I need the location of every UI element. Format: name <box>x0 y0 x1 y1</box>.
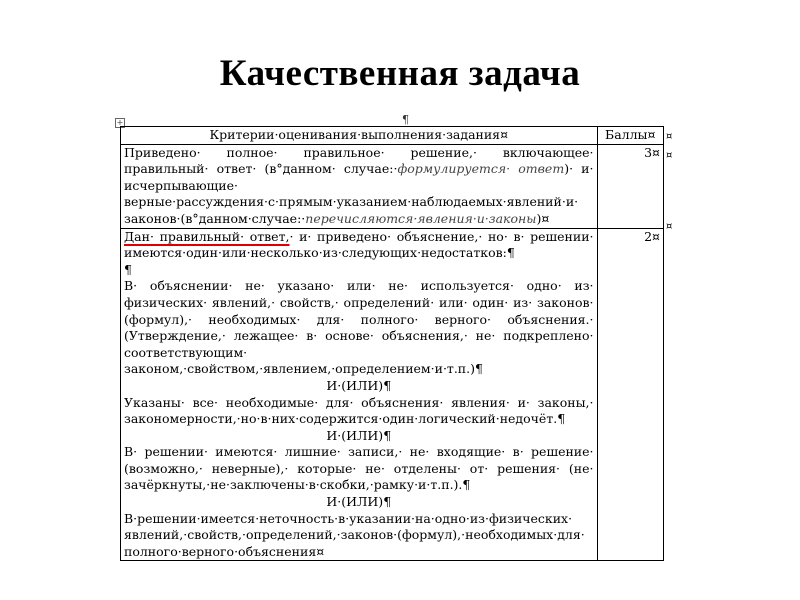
row2-item4: В·решении·имеется·неточность·в·указании·на·одно·из·физических· явлений,·свойств,·определений,·законов·(формул),·необходимых·для· полного·верного·объяснения¤ <box>124 510 585 559</box>
row-end-mark: ¤ <box>666 150 673 161</box>
row1-points: 3¤ <box>597 144 664 228</box>
row2-lead <box>124 229 594 262</box>
row2-or3: И·(ИЛИ)¶ <box>326 494 392 510</box>
row2-item2: Указаны· все· необходимые· для· объяснения· явления· и· законы,· закономерности,·но·в·них·содержится·один·логический·недочёт.¶ <box>124 394 594 427</box>
row2-points: 2¤ <box>597 228 664 561</box>
row2-item3: В· решении· имеются· лишние· записи,· не· входящие· в· решение· (возможно,· неверные),· которые· не· отделены· от· решения· (не· зачёркнуты,·не·заключены·в·скобки,·рамку·и·т.п.).¶ <box>124 444 594 493</box>
row-end-mark: ¤ <box>666 221 673 232</box>
row2-or1: И·(ИЛИ)¶ <box>326 377 392 393</box>
table-move-handle-icon[interactable]: + <box>116 118 124 127</box>
paragraph-mark: ¶ <box>402 113 409 126</box>
row2-lead-rest: · и· приведено· объяснение,· но· в· решении· имеются·один·или·несколько·из·следующих·недостатков:¶ <box>124 228 594 261</box>
row1-italic-a: формулируется· ответ <box>397 161 565 177</box>
header-points: Баллы¤ <box>597 127 664 145</box>
row1-text-a: Приведено· полное· правильное· решение,· включающее· правильный· ответ· (в°данном· случае:· <box>124 144 594 177</box>
slide-title: Качественная задача <box>219 53 581 94</box>
table-row <box>121 228 664 561</box>
row1-italic-b: перечисляются·явления·и·законы <box>305 210 537 226</box>
row1-criteria <box>121 144 598 228</box>
row2-blank-para: ¶ <box>124 261 132 277</box>
row-end-mark: ¤ <box>666 131 673 142</box>
criteria-table <box>120 126 664 561</box>
row2-item1: В· объяснении· не· указано· или· не· используется· одно· из· физических· явлений,· свойств,· определений· или· один· из· законов· (формул),· необходимых· для· полного· верного· объяснения.· (Утверждение,· лежащее· в· основе· объяснения,· не· подкреплено· соответствующим· законом,·свойством,·явлением,·определением·и·т.п.)¶ <box>124 278 594 377</box>
row1-text-c: )¤ <box>536 210 550 226</box>
header-criteria: Критерии·оценивания·выполнения·задания¤ <box>121 127 598 145</box>
row2-or2: И·(ИЛИ)¶ <box>326 427 392 443</box>
table-header-row <box>121 127 664 145</box>
table-row <box>121 144 664 228</box>
row2-lead-underlined: Дан· правильный· ответ, <box>124 228 290 244</box>
row1-text-b: )· и· исчерпывающие· верные·рассуждения·с·прямым·указанием·наблюдаемых·явлений·и· законов·(в°данном·случае:· <box>124 161 594 226</box>
row2-criteria <box>121 228 598 561</box>
